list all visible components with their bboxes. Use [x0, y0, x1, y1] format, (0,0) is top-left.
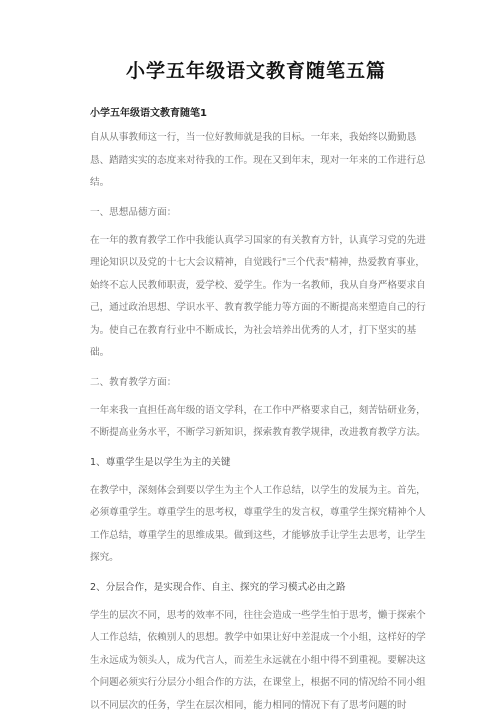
section-subtitle: 小学五年级语文教育随笔1 [90, 106, 426, 122]
heading-layered-cooperation: 2、分层合作，是实现合作、自主、探究的学习模式必由之路 [90, 579, 426, 597]
teaching-paragraph: 一年来我一直担任高年级的语文学科，在工作中严格要求自己，刻苦钻研业务，不断提高业务水平，不断学习新知识，探索教育教学规律，改进教育教学方法。 [90, 400, 426, 445]
heading-respect-students: 1、尊重学生是以学生为主的关键 [90, 454, 426, 472]
heading-teaching: 二、教育教学方面： [90, 374, 426, 392]
heading-ideology: 一、思想品德方面： [90, 204, 426, 222]
respect-paragraph: 在教学中，深刻体会到要以学生为主个人工作总结，以学生的发展为主。首先，必须尊重学生。尊重学生的思考权，尊重学生的发言权，尊重学生探究精神个人工作总结，尊重学生的思维成果。做到这些，才能够放手让学生去思考，让学生探究。 [90, 480, 426, 570]
intro-paragraph: 自从从事教师这一行，当一位好教师就是我的目标。一年来，我始终以勤勤恳恳、踏踏实实的态度来对待我的工作。现在又到年末，现对一年来的工作进行总结。 [90, 127, 426, 195]
layered-paragraph: 学生的层次不同，思考的效率不同，往往会造成一些学生怕于思考，懒于探索个人工作总结，依赖别人的思想。教学中如果让好中差混成一个小组，这样好的学生永远成为领头人，成为代言人，而差生永远就在小组中得不到重视。要解决这个问题必须实行分层分小组合作的方法，在课堂上，根据不同的情况给不同小组以不同层次的任务，学生在层次相同，能力相同的情况下有了思考问题的时 [90, 605, 426, 717]
ideology-paragraph: 在一年的教育教学工作中我能认真学习国家的有关教育方针，认真学习党的先进理论知识以及党的十七大会议精神，自觉践行"三个代表"精神，热爱教育事业，始终不忘人民教师职责，爱学校、爱学生。作为一名教师，我从自身严格要求自己，通过政治思想、学识水平、教育教学能力等方面的不断提高来塑造自己的行为。使自己在教育行业中不断成长，为社会培养出优秀的人才，打下坚实的基础。 [90, 230, 426, 365]
document-title: 小学五年级语文教育随笔五篇 [86, 58, 426, 84]
